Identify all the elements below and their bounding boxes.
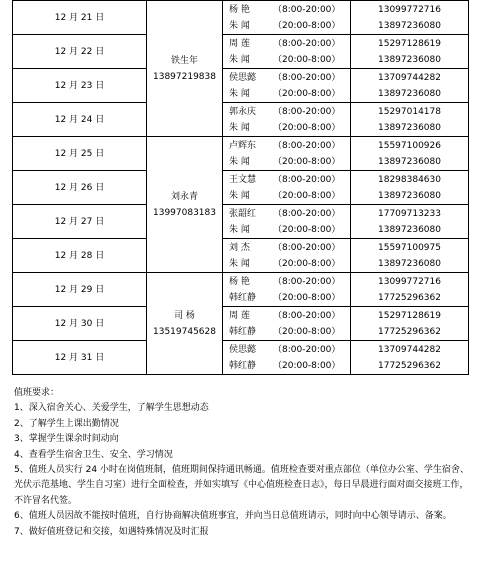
duty-table (12, 0, 469, 375)
leader-name: 刘永青 (170, 191, 198, 202)
shift-time: （20:00-8:00） (273, 122, 341, 133)
staff-name: 刘 杰 (229, 242, 250, 253)
phone-cell (351, 239, 469, 273)
date-cell: 12 月 26 日 (13, 171, 147, 205)
staff-cell (223, 307, 351, 341)
leader-cell (147, 1, 223, 137)
shift-time: （20:00-8:00） (273, 20, 341, 31)
leader-name: 司 杨 (174, 310, 195, 321)
phone-number: 15297014178 (378, 106, 441, 117)
phone-number: 15597100975 (378, 242, 441, 253)
requirement-item: 1、深入宿舍关心、关爱学生，了解学生思想动态 (14, 403, 209, 414)
phone-number: 17709713233 (378, 208, 441, 219)
staff-name: 周 莲 (229, 310, 250, 321)
shift-time: （8:00-20:00） (273, 344, 341, 355)
staff-name: 周 莲 (229, 38, 250, 49)
shift-time: （8:00-20:00） (273, 38, 341, 49)
table-row (13, 69, 469, 103)
date-cell: 12 月 30 日 (13, 307, 147, 341)
phone-number: 15297128619 (378, 38, 441, 49)
shift-time: （20:00-8:00） (273, 326, 341, 337)
shift-time: （20:00-8:00） (273, 88, 341, 99)
shift-time: （20:00-8:00） (273, 292, 341, 303)
staff-name: 杨 艳 (229, 276, 250, 287)
leader-name: 铁生年 (170, 55, 198, 66)
phone-number: 13897236080 (378, 88, 441, 99)
table-row (13, 273, 469, 307)
leader-phone: 13997083183 (153, 207, 216, 218)
staff-name: 朱 闻 (229, 122, 250, 133)
staff-cell (223, 1, 351, 35)
phone-number: 15297128619 (378, 310, 441, 321)
shift-time: （8:00-20:00） (273, 4, 341, 15)
duty-requirements (14, 386, 470, 540)
date-cell: 12 月 27 日 (13, 205, 147, 239)
phone-number: 13897236080 (378, 156, 441, 167)
shift-time: （20:00-8:00） (273, 54, 341, 65)
phone-number: 13897236080 (378, 224, 441, 235)
staff-cell (223, 273, 351, 307)
table-row (13, 171, 469, 205)
table-row (13, 205, 469, 239)
date-cell: 12 月 28 日 (13, 239, 147, 273)
staff-cell (223, 205, 351, 239)
staff-name: 杨 艳 (229, 4, 250, 15)
staff-name: 朱 闻 (229, 20, 250, 31)
phone-number: 13897236080 (378, 54, 441, 65)
phone-number: 13099772716 (378, 276, 441, 287)
phone-number: 13099772716 (378, 4, 441, 15)
phone-number: 13897236080 (378, 20, 441, 31)
phone-number: 17725296362 (378, 292, 441, 303)
staff-cell (223, 239, 351, 273)
requirement-item: 6、值班人员因故不能按时值班，自行协商解决值班事宜，并向当日总值班请示，同时向中心领导请示、备案。 (14, 511, 452, 522)
table-row (13, 137, 469, 171)
table-row (13, 35, 469, 69)
date-cell: 12 月 22 日 (13, 35, 147, 69)
staff-name: 张韶红 (229, 208, 257, 219)
leader-phone: 13897219838 (153, 71, 216, 82)
staff-name: 郭永庆 (229, 106, 257, 117)
date-cell: 12 月 29 日 (13, 273, 147, 307)
date-cell: 12 月 31 日 (13, 341, 147, 375)
phone-number: 13897236080 (378, 190, 441, 201)
shift-time: （20:00-8:00） (273, 258, 341, 269)
staff-name: 朱 闻 (229, 88, 250, 99)
phone-number: 17725296362 (378, 326, 441, 337)
staff-name: 朱 闻 (229, 224, 250, 235)
leader-phone: 13519745628 (153, 326, 216, 337)
requirement-item: 3、掌握学生课余时间动向 (14, 434, 119, 445)
staff-name: 王文慧 (229, 174, 257, 185)
staff-cell (223, 69, 351, 103)
shift-time: （8:00-20:00） (273, 72, 341, 83)
phone-number: 15597100926 (378, 140, 441, 151)
shift-time: （20:00-8:00） (273, 360, 341, 371)
shift-time: （8:00-20:00） (273, 208, 341, 219)
requirement-item: 4、查看学生宿舍卫生、安全、学习情况 (14, 449, 173, 460)
phone-cell (351, 69, 469, 103)
phone-number: 17725296362 (378, 360, 441, 371)
phone-cell (351, 273, 469, 307)
table-row (13, 239, 469, 273)
date-cell: 12 月 23 日 (13, 69, 147, 103)
table-row (13, 1, 469, 35)
phone-cell (351, 137, 469, 171)
phone-cell (351, 1, 469, 35)
phone-number: 13709744282 (378, 344, 441, 355)
phone-cell (351, 341, 469, 375)
phone-cell (351, 205, 469, 239)
shift-time: （20:00-8:00） (273, 190, 341, 201)
shift-time: （8:00-20:00） (273, 310, 341, 321)
staff-name: 朱 闻 (229, 156, 250, 167)
phone-number: 18298384630 (378, 174, 441, 185)
staff-name: 卢辉东 (229, 140, 257, 151)
requirement-item: 7、做好值班登记和交接，如遇特殊情况及时汇报 (14, 526, 209, 537)
shift-time: （8:00-20:00） (273, 140, 341, 151)
staff-name: 侯思懿 (229, 344, 257, 355)
phone-number: 13897236080 (378, 258, 441, 269)
staff-name: 朱 闻 (229, 258, 250, 269)
phone-cell (351, 35, 469, 69)
shift-time: （20:00-8:00） (273, 224, 341, 235)
table-row (13, 103, 469, 137)
duty-schedule (12, 0, 468, 375)
table-row (13, 307, 469, 341)
leader-cell (147, 137, 223, 273)
staff-cell (223, 35, 351, 69)
staff-cell (223, 341, 351, 375)
requirement-item: 2、了解学生上课出勤情况 (14, 418, 119, 429)
staff-cell (223, 103, 351, 137)
table-row (13, 341, 469, 375)
staff-name: 韩红静 (229, 292, 257, 303)
shift-time: （8:00-20:00） (273, 242, 341, 253)
phone-number: 13897236080 (378, 122, 441, 133)
staff-name: 侯思懿 (229, 72, 257, 83)
date-cell: 12 月 21 日 (13, 1, 147, 35)
date-cell: 12 月 25 日 (13, 137, 147, 171)
requirements-title: 值班要求： (14, 388, 60, 398)
staff-name: 韩红静 (229, 360, 257, 371)
phone-number: 13709744282 (378, 72, 441, 83)
shift-time: （20:00-8:00） (273, 156, 341, 167)
requirement-item: 5、值班人员实行 24 小时在岗值班制，值班期间保持通讯畅通。值班检查要对重点部位（单位办公室、学生宿舍、光伏示范基地、学生自习室）进行全面检查，并如实填写《中心值班检查日志》，每日早晨进行面对面交接班工作，不许冒名代签。 (14, 465, 469, 506)
staff-name: 朱 闻 (229, 190, 250, 201)
staff-cell (223, 137, 351, 171)
staff-cell (223, 171, 351, 205)
phone-cell (351, 307, 469, 341)
phone-cell (351, 171, 469, 205)
date-cell: 12 月 24 日 (13, 103, 147, 137)
staff-name: 朱 闻 (229, 54, 250, 65)
shift-time: （8:00-20:00） (273, 174, 341, 185)
shift-time: （8:00-20:00） (273, 276, 341, 287)
staff-name: 韩红静 (229, 326, 257, 337)
leader-cell (147, 273, 223, 375)
phone-cell (351, 103, 469, 137)
shift-time: （8:00-20:00） (273, 106, 341, 117)
